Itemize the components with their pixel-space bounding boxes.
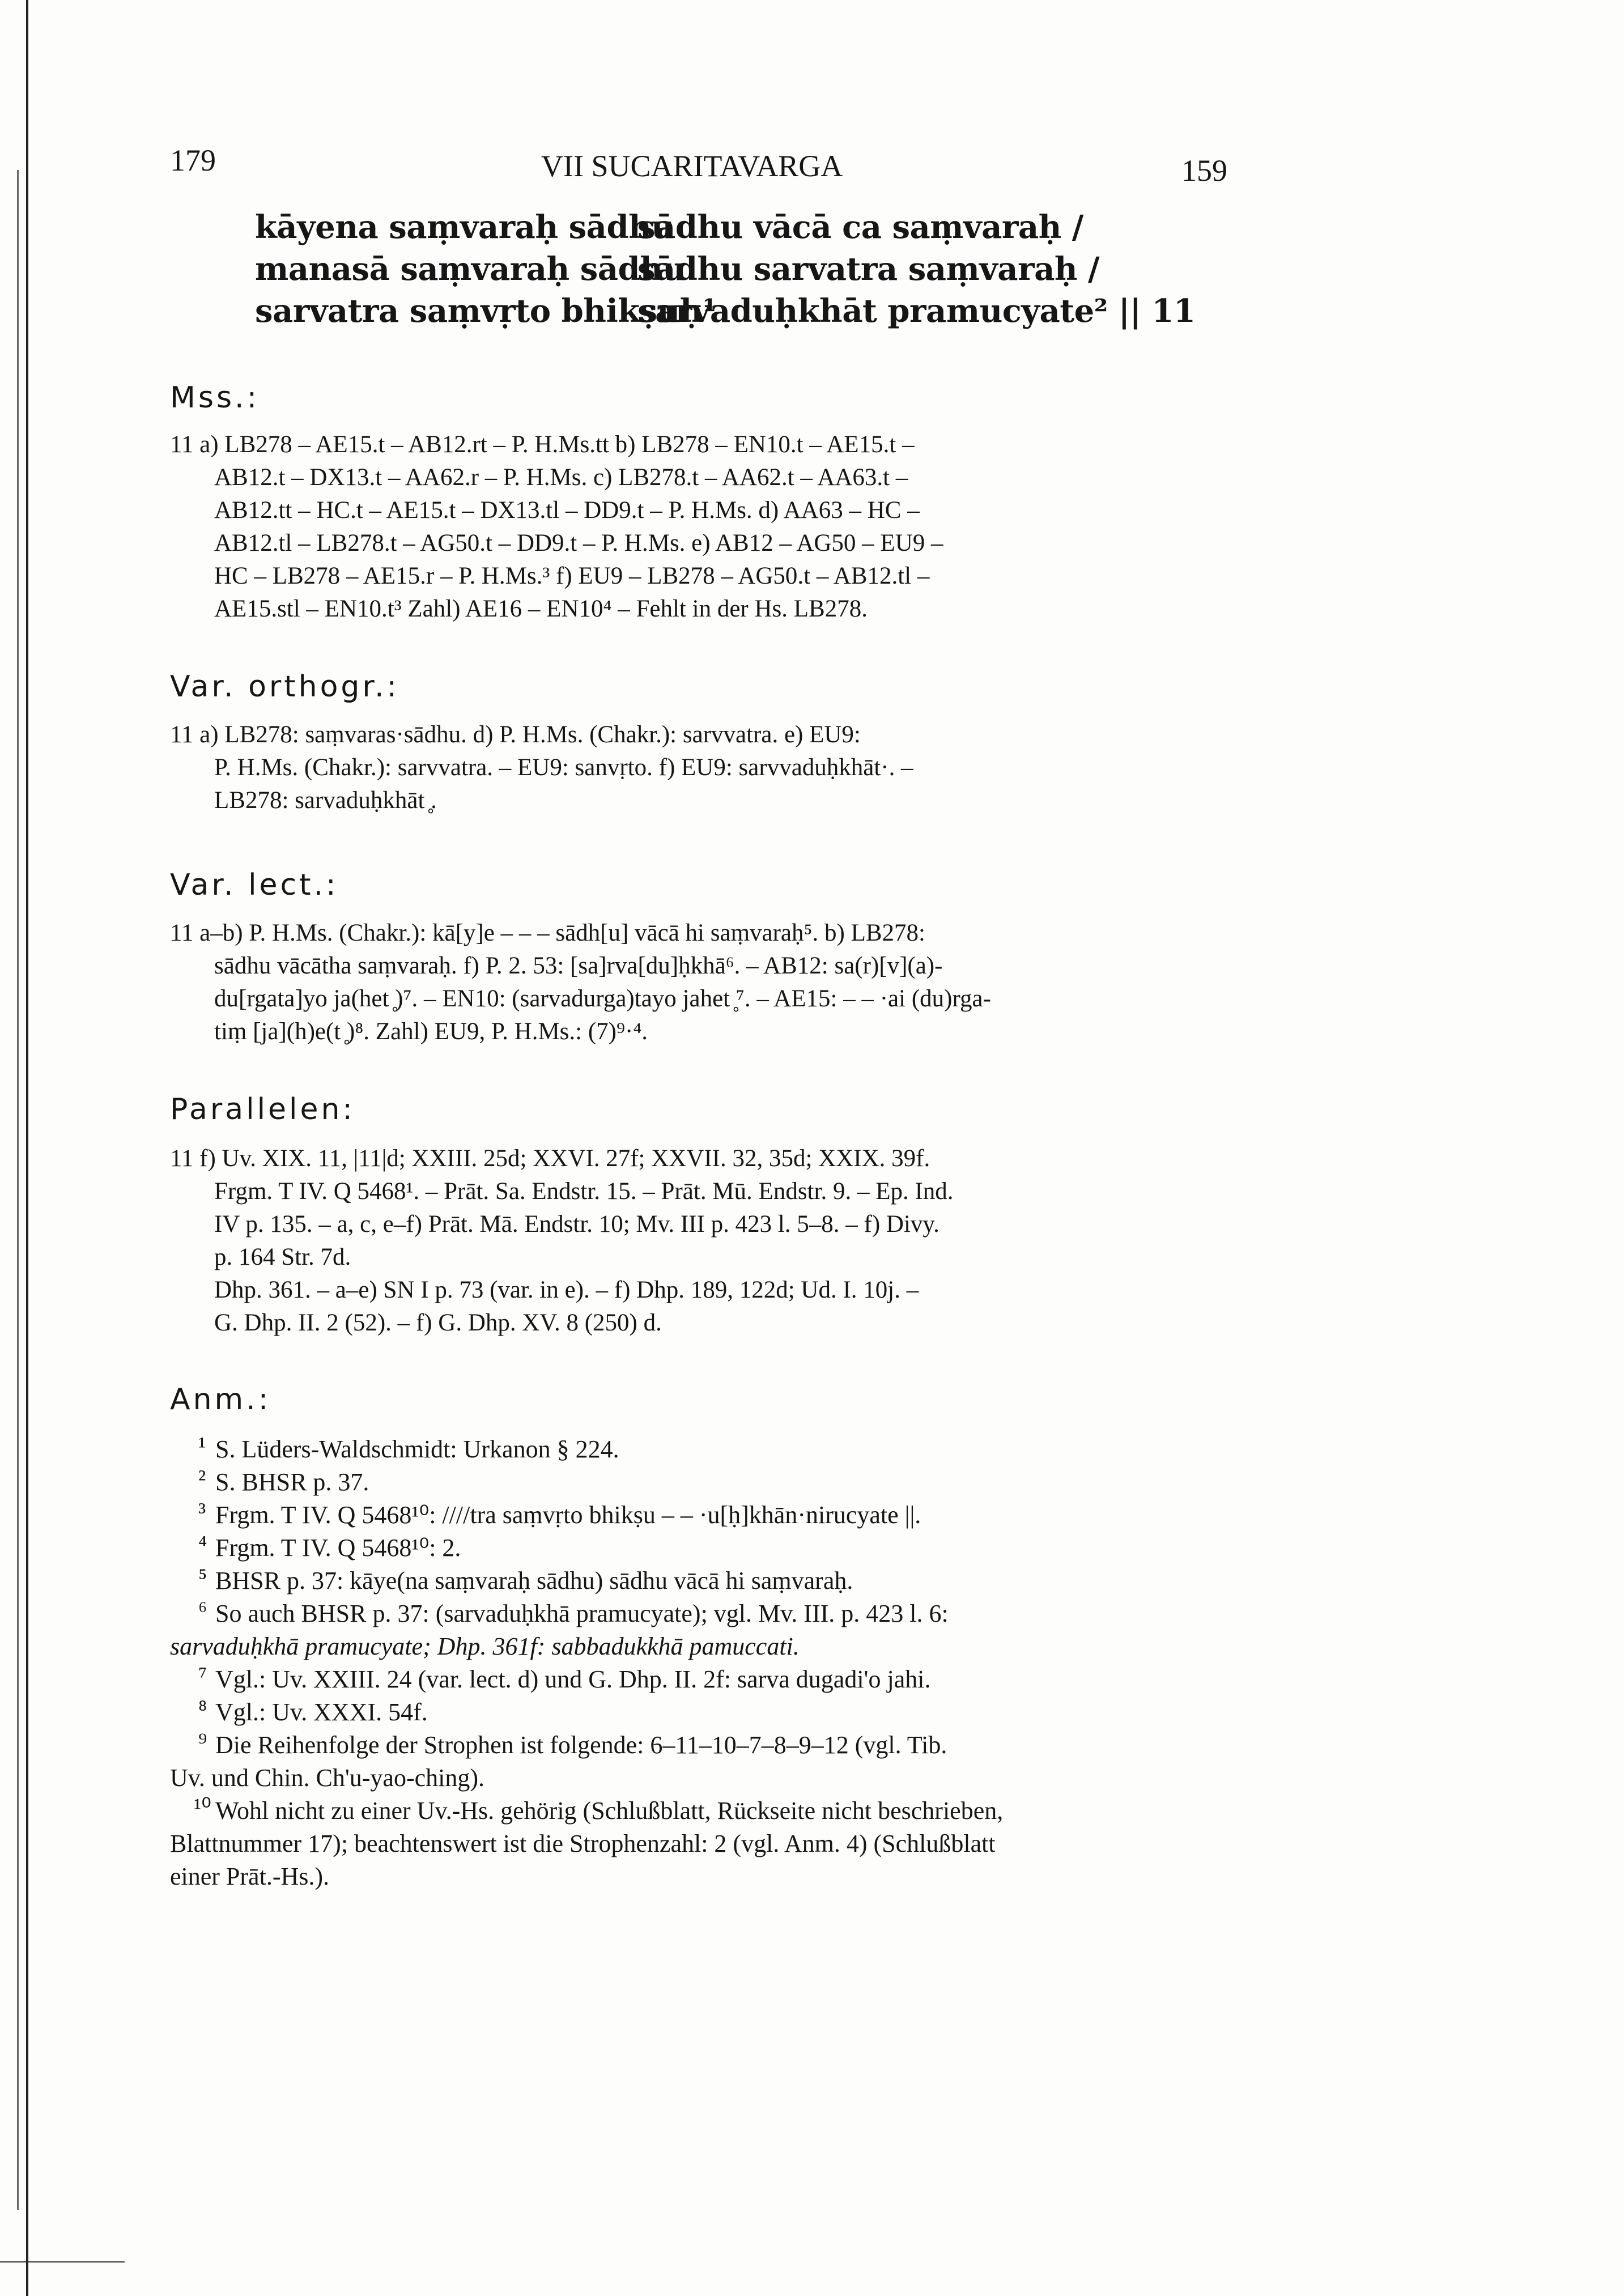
footnote-text: Frgm. T IV. Q 5468¹⁰: 2. <box>215 1534 461 1562</box>
footnote-number: ⁸ <box>198 1695 207 1723</box>
footnote-text: BHSR p. 37: kāye(na saṃvaraḥ sādhu) sādhu vācā hi saṃvaraḥ. <box>215 1567 853 1595</box>
apparatus-line: 11 a) LB278: saṃvaras·sādhu. d) P. H.Ms. (Chakr.): sarvvatra. e) EU9: <box>170 721 861 748</box>
page-number-left: 179 <box>170 143 216 177</box>
apparatus-line: du[rgata]yo ja(het ̥)⁷. – EN10: (sarvadurga)tayo jahet ̥⁷. – AE15: – – ·ai (du)rga- <box>214 985 991 1012</box>
apparatus-line: sādhu vācātha saṃvaraḥ. f) P. 2. 53: [sa]rva[du]ḥkhā⁶. – AB12: sa(r)[v](a)- <box>214 953 943 979</box>
footnote-number: ¹ <box>198 1432 206 1460</box>
footnote-number: ⁵ <box>198 1563 207 1591</box>
section-heading-lect: Var. lect.: <box>170 868 339 902</box>
section-heading-mss: Mss.: <box>170 381 260 415</box>
apparatus-line: HC – LB278 – AE15.r – P. H.Ms.³ f) EU9 – LB278 – AG50.t – AB12.tl – <box>214 563 930 589</box>
footnote-text: S. Lüders-Waldschmidt: Urkanon § 224. <box>215 1435 619 1463</box>
apparatus-line: IV p. 135. – a, c, e–f) Prāt. Mā. Endstr. 10; Mv. III p. 423 l. 5–8. – f) Divy. <box>214 1211 939 1238</box>
apparatus-line: tiṃ [ja](h)e(t ̥)⁸. Zahl) EU9, P. H.Ms.: (7)⁹·⁴. <box>214 1018 648 1045</box>
section-heading-parallelen: Parallelen: <box>170 1092 355 1126</box>
footnote-text: Frgm. T IV. Q 5468¹⁰: ////tra saṃvṛto bhikṣu – – ·u[ḥ]khān·nirucyate ||. <box>215 1501 921 1529</box>
apparatus-line: AB12.tl – LB278.t – AG50.t – DD9.t – P. H.Ms. e) AB12 – AG50 – EU9 – <box>214 530 943 556</box>
verse-line-b: sarvaduḥkhāt pramucyate² || 11 <box>637 292 1196 330</box>
section-heading-anm: Anm.: <box>170 1383 271 1417</box>
verse-line-b: sādhu vācā ca saṃvaraḥ / <box>637 209 1083 246</box>
apparatus-line: P. H.Ms. (Chakr.): sarvvatra. – EU9: sanvṛto. f) EU9: sarvvaduḥkhāt·. – <box>214 754 913 781</box>
footnote-number: ² <box>198 1465 206 1493</box>
footnote-text: So auch BHSR p. 37: (sarvaduḥkhā pramucyate); vgl. Mv. III. p. 423 l. 6: <box>215 1600 949 1627</box>
footnote-number: ⁴ <box>198 1530 207 1558</box>
apparatus-line: AB12.t – DX13.t – AA62.r – P. H.Ms. c) LB278.t – AA62.t – AA63.t – <box>214 464 908 491</box>
verse-line-a: manasā saṃvaraḥ sādhu <box>255 250 686 288</box>
section-heading-orthogr: Var. orthogr.: <box>170 670 400 704</box>
verse-line-a: kāyena saṃvaraḥ sādhu <box>255 209 674 246</box>
footnote-text: Uv. und Chin. Ch'u-yao-ching). <box>170 1764 485 1792</box>
footnote-number: ¹⁰ <box>194 1793 211 1821</box>
apparatus-line: G. Dhp. II. 2 (52). – f) G. Dhp. XV. 8 (250) d. <box>214 1309 662 1336</box>
footnote-text: Die Reihenfolge der Strophen ist folgende: 6–11–10–7–8–9–12 (vgl. Tib. <box>215 1731 947 1759</box>
binding-edge-line <box>26 0 28 2296</box>
apparatus-line: AB12.tt – HC.t – AE15.t – DX13.tl – DD9.t – P. H.Ms. d) AA63 – HC – <box>214 497 920 524</box>
footnote-text: Blattnummer 17); beachtenswert ist die Strophenzahl: 2 (vgl. Anm. 4) (Schlußblatt <box>170 1830 996 1857</box>
apparatus-line: 11 a–b) P. H.Ms. (Chakr.): kā[y]e – – – sādh[u] vācā hi saṃvaraḥ⁵. b) LB278: <box>170 920 925 946</box>
footnote-number: ⁹ <box>198 1728 207 1755</box>
running-title: VII SUCARITAVARGA <box>541 149 843 183</box>
apparatus-line: p. 164 Str. 7d. <box>214 1244 351 1270</box>
footnote-text: sarvaduḥkhā pramucyate; Dhp. 361f: sabbadukkhā pamuccati. <box>170 1632 800 1660</box>
footnote-number: ⁶ <box>198 1596 207 1624</box>
apparatus-line: 11 a) LB278 – AE15.t – AB12.rt – P. H.Ms.tt b) LB278 – EN10.t – AE15.t – <box>170 431 915 458</box>
footnote-text: Wohl nicht zu einer Uv.-Hs. gehörig (Schlußblatt, Rückseite nicht beschrieben, <box>215 1797 1004 1825</box>
bottom-margin-line <box>0 2261 125 2263</box>
apparatus-line: 11 f) Uv. XIX. 11, |11|d; XXIII. 25d; XXVI. 27f; XXVII. 32, 35d; XXIX. 39f. <box>170 1145 930 1172</box>
footnote-number: ³ <box>198 1498 206 1525</box>
verse-line-b: sādhu sarvatra saṃvaraḥ / <box>637 250 1100 288</box>
footnote-text: Vgl.: Uv. XXIII. 24 (var. lect. d) und G. Dhp. II. 2f: sarva dugadi'o jahi. <box>215 1665 931 1693</box>
verse-line-a: sarvatra saṃvṛto bhikṣuḥ¹ <box>255 292 717 330</box>
page-number-right: 159 <box>1181 154 1227 188</box>
apparatus-line: AE15.stl – EN10.t³ Zahl) AE16 – EN10⁴ – Fehlt in der Hs. LB278. <box>214 596 868 622</box>
binding-shadow-line <box>17 170 19 2210</box>
footnote-text: Vgl.: Uv. XXXI. 54f. <box>215 1698 428 1726</box>
footnote-number: ⁷ <box>198 1662 207 1690</box>
apparatus-line: LB278: sarvaduḥkhāt ̥. <box>214 787 437 814</box>
footnote-text: S. BHSR p. 37. <box>215 1468 369 1496</box>
footnote-text: einer Prāt.-Hs.). <box>170 1863 330 1890</box>
apparatus-line: Dhp. 361. – a–e) SN I p. 73 (var. in e). – f) Dhp. 189, 122d; Ud. I. 10j. – <box>214 1277 919 1303</box>
apparatus-line: Frgm. T IV. Q 5468¹. – Prāt. Sa. Endstr. 15. – Prāt. Mū. Endstr. 9. – Ep. Ind. <box>214 1178 954 1205</box>
